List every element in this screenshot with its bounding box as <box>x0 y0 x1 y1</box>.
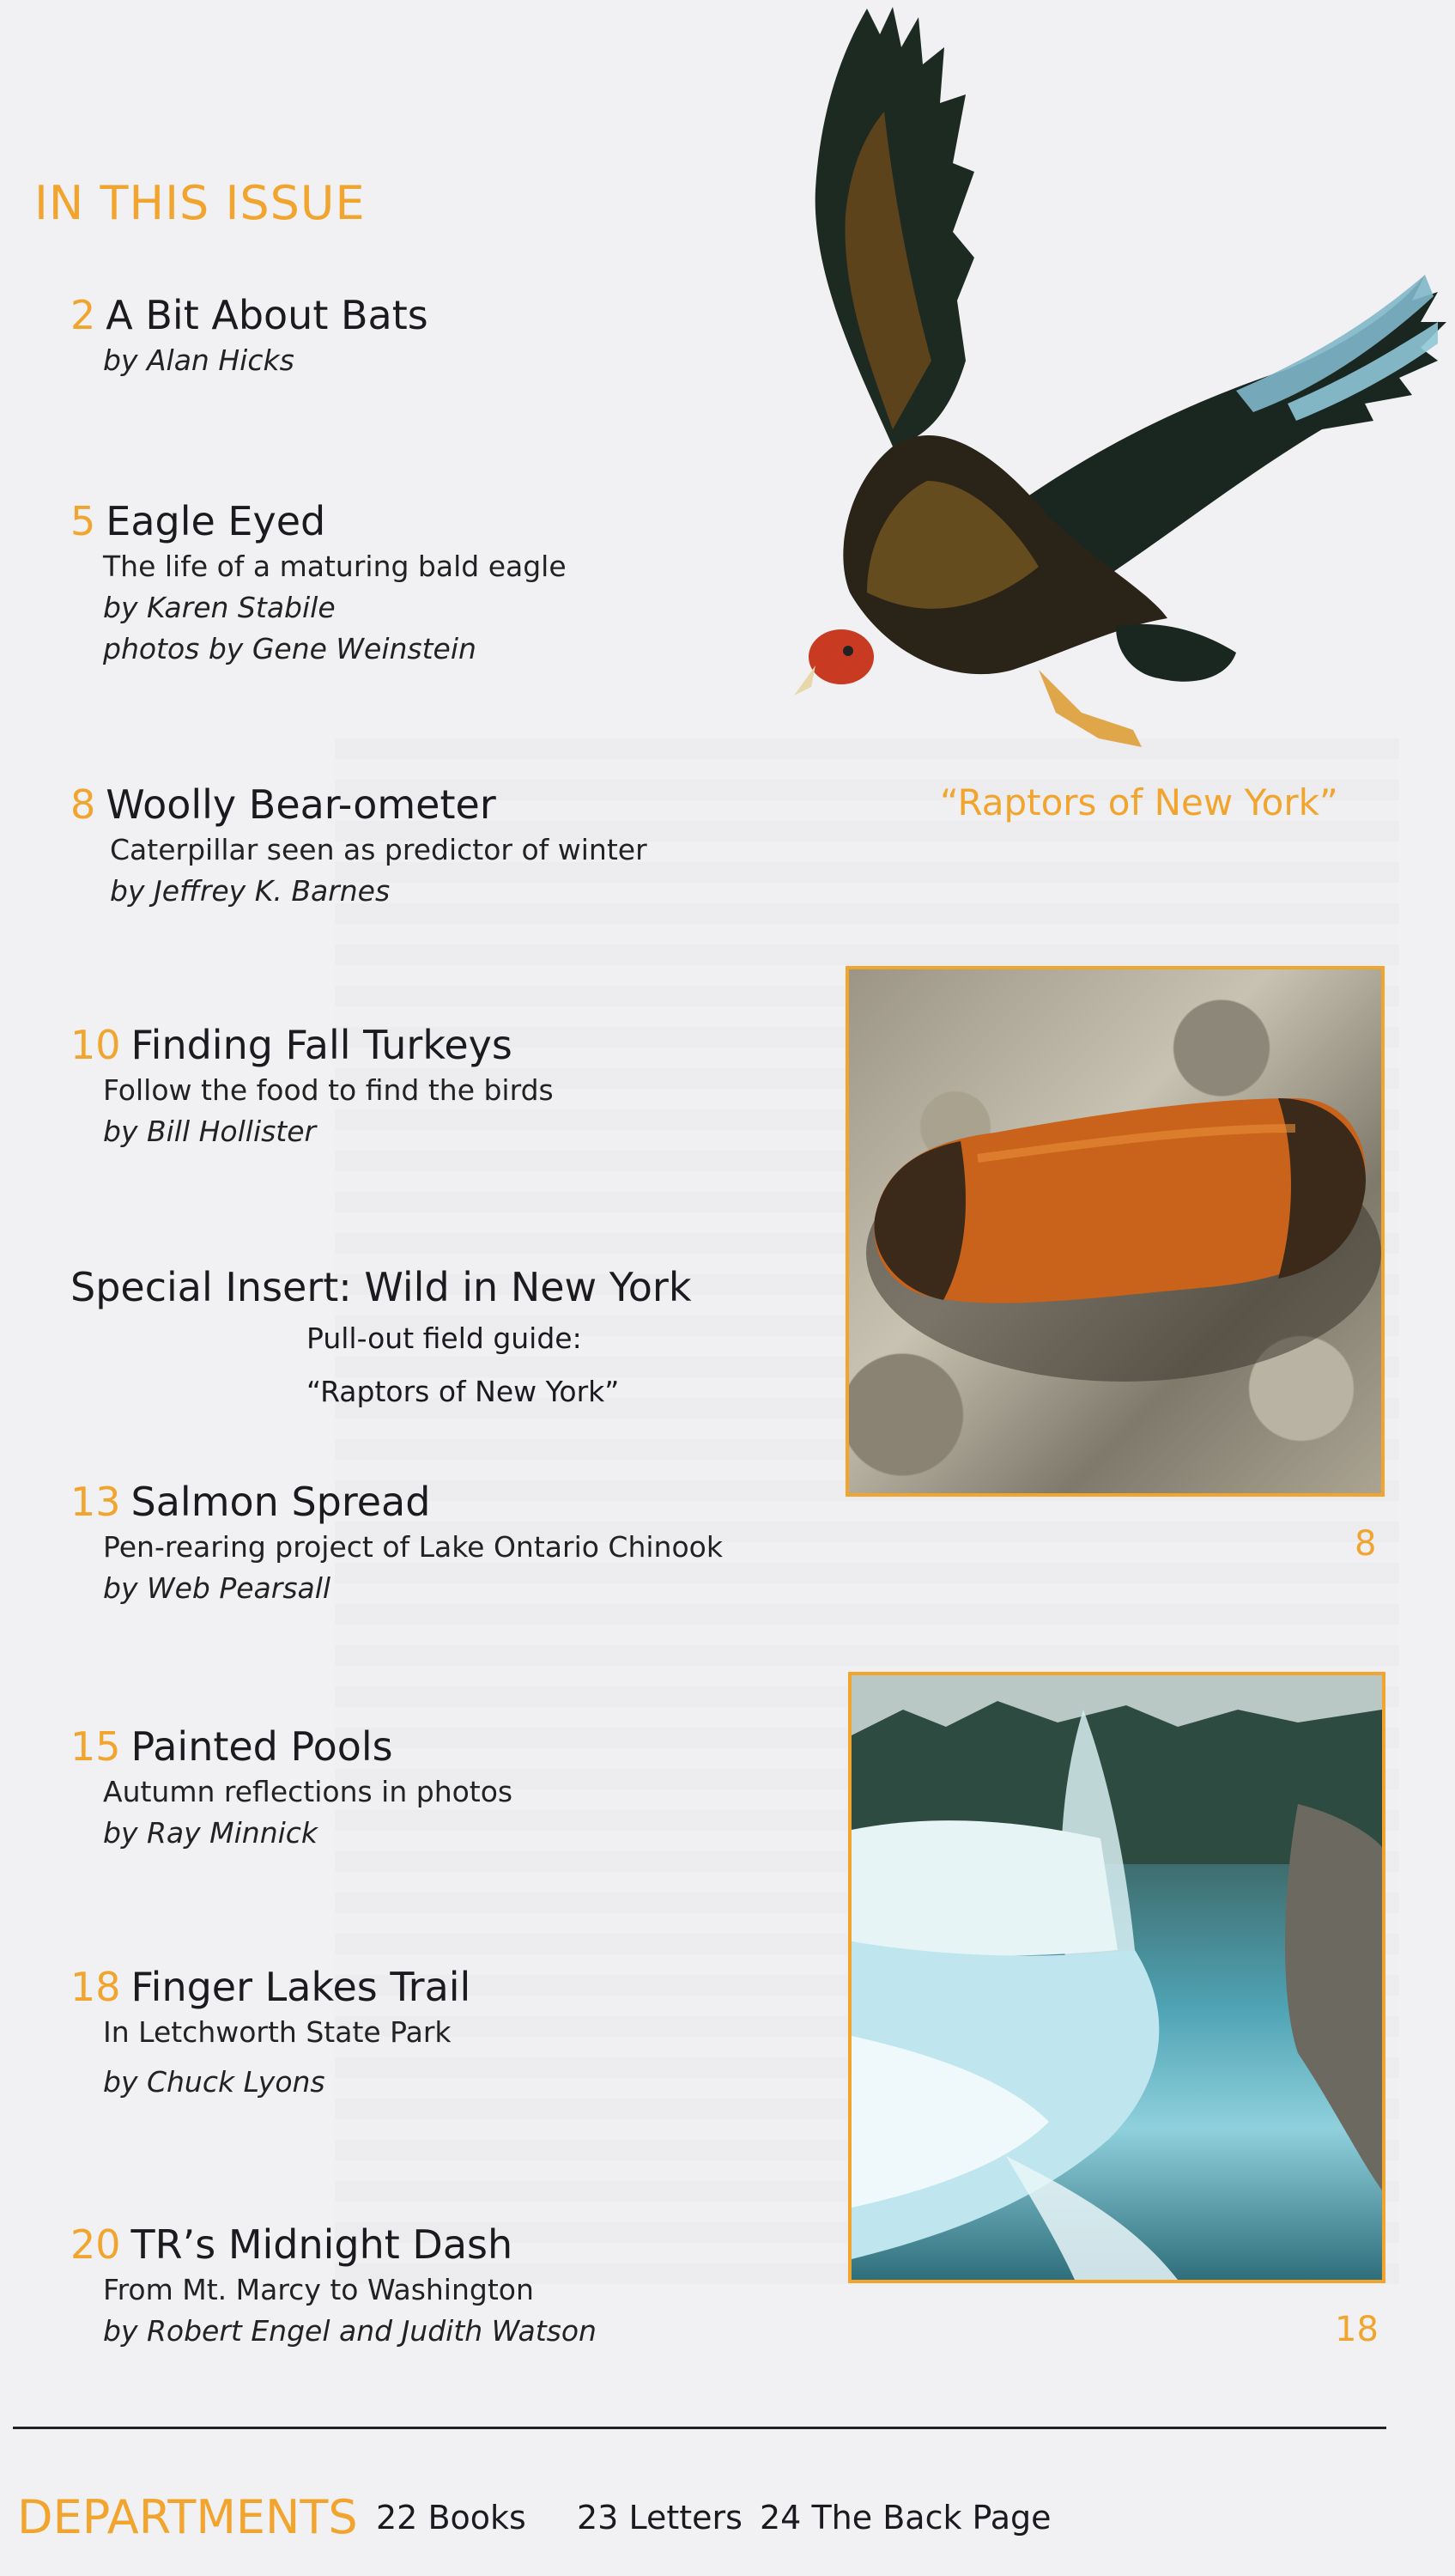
toc-entry[interactable] <box>70 290 428 381</box>
byline: by Ray Minnick <box>103 1816 318 1850</box>
special-insert-guide-name: “Raptors of New York” <box>306 1375 620 1408</box>
article-title: TR’s Midnight Dash <box>130 2221 513 2268</box>
photo-credit: photos by Gene Weinstein <box>103 632 476 665</box>
entry-heading <box>70 780 647 829</box>
page-number: 15 <box>70 1723 121 1770</box>
entry-heading <box>70 1722 512 1771</box>
page-number: 2 <box>70 292 96 338</box>
byline: by Karen Stabile <box>103 591 336 624</box>
waterfall-photo <box>848 1672 1385 2283</box>
entry-heading <box>70 1962 470 2012</box>
page-number: 20 <box>70 2221 121 2268</box>
page-number: 5 <box>70 498 96 544</box>
toc-entry[interactable] <box>70 1722 512 1854</box>
article-title: A Bit About Bats <box>106 292 428 338</box>
entry-heading <box>70 1477 723 1527</box>
subtitle: In Letchworth State Park <box>103 2015 452 2049</box>
woolly-bear-caterpillar <box>849 969 1381 1493</box>
subtitle: From Mt. Marcy to Washington <box>103 2273 534 2306</box>
page-number: 18 <box>70 1964 121 2010</box>
article-title: Woolly Bear-ometer <box>106 781 496 828</box>
section-title: IN THIS ISSUE <box>34 176 366 230</box>
article-title: Salmon Spread <box>130 1479 431 1525</box>
page-number: 13 <box>70 1479 121 1525</box>
article-title: Finding Fall Turkeys <box>130 1022 512 1068</box>
department-item[interactable] <box>376 2499 526 2537</box>
article-title: Finger Lakes Trail <box>130 1964 471 2010</box>
byline: by Chuck Lyons <box>103 2065 325 2099</box>
entry-heading <box>70 2220 597 2269</box>
departments-divider <box>13 2427 1386 2429</box>
byline: by Bill Hollister <box>103 1115 317 1148</box>
caterpillar-photo <box>846 966 1385 1497</box>
subtitle: Follow the food to find the birds <box>103 1073 554 1107</box>
departments-title: DEPARTMENTS <box>17 2490 358 2544</box>
field-guide-caption: “Raptors of New York” <box>940 781 1338 823</box>
department-label: The Back Page <box>811 2499 1052 2537</box>
article-title: Painted Pools <box>130 1723 393 1770</box>
toc-entry[interactable] <box>70 1962 470 2103</box>
waterfall-scene <box>852 1675 1382 2280</box>
entry-heading <box>70 1020 554 1070</box>
special-insert[interactable] <box>70 1262 691 1419</box>
article-title: Eagle Eyed <box>106 498 326 544</box>
department-label: Letters <box>628 2499 743 2537</box>
caterpillar-photo-page-number: 8 <box>1355 1524 1377 1564</box>
byline: by Jeffrey K. Barnes <box>110 874 391 908</box>
page-number: 8 <box>70 781 96 828</box>
toc-entry[interactable] <box>70 1477 723 1609</box>
subtitle: Caterpillar seen as predictor of winter <box>110 833 647 866</box>
special-insert-subtitle: Pull-out field guide: <box>306 1321 582 1355</box>
toc-entry[interactable] <box>70 1020 554 1152</box>
special-insert-title: Special Insert: Wild in New York <box>70 1264 692 1310</box>
subtitle: Autumn reflections in photos <box>103 1775 513 1808</box>
entry-heading <box>70 290 428 340</box>
vulture-illustration <box>635 0 1455 773</box>
department-item[interactable] <box>760 2499 1052 2537</box>
toc-entry[interactable] <box>70 2220 597 2352</box>
department-page-number: 24 <box>760 2499 802 2537</box>
byline: by Robert Engel and Judith Watson <box>103 2314 597 2348</box>
entry-heading <box>70 496 567 546</box>
page-number: 10 <box>70 1022 121 1068</box>
byline: by Web Pearsall <box>103 1571 331 1605</box>
subtitle: The life of a maturing bald eagle <box>103 550 567 583</box>
byline: by Alan Hicks <box>103 343 294 377</box>
toc-entry[interactable] <box>70 780 647 912</box>
toc-entry[interactable] <box>70 496 567 670</box>
department-label: Books <box>427 2499 526 2537</box>
waterfall-photo-page-number: 18 <box>1335 2310 1379 2349</box>
department-page-number: 23 <box>577 2499 619 2537</box>
department-page-number: 22 <box>376 2499 418 2537</box>
subtitle: Pen-rearing project of Lake Ontario Chinook <box>103 1530 723 1564</box>
department-item[interactable] <box>577 2499 743 2537</box>
